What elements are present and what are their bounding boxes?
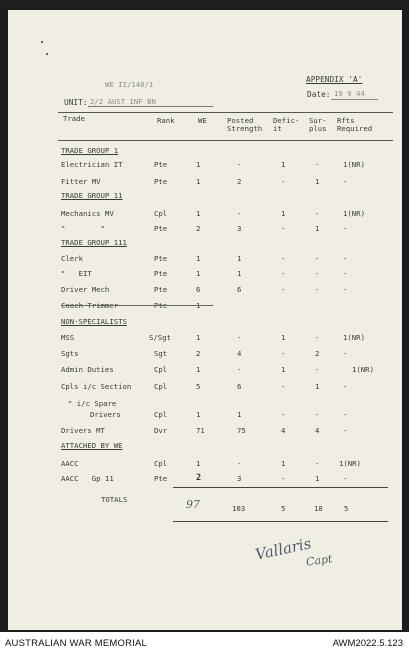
- cell-posted: -: [237, 459, 242, 468]
- signature-rank: Capt: [305, 552, 334, 569]
- cell-posted: -: [237, 333, 242, 342]
- cell-surplus: 1: [315, 177, 320, 186]
- cell-we: 1: [196, 410, 201, 419]
- cell-posted: 1: [237, 254, 242, 263]
- cell-posted: 1: [237, 269, 242, 278]
- cell-we: 1: [196, 254, 201, 263]
- group-title: TRADE GROUP 1: [61, 146, 119, 155]
- cell-trade: Mechanics MV: [61, 209, 114, 218]
- cell-rank: Cpl: [154, 410, 168, 419]
- cell-posted: -: [237, 209, 242, 218]
- cell-surplus: 2: [315, 349, 320, 358]
- group-title: NON-SPECIALISTS: [61, 317, 127, 326]
- cell-deficit: -: [281, 285, 286, 294]
- table-row: [8, 285, 402, 297]
- cell-rfts: -: [343, 410, 348, 419]
- cell-trade: " EIT: [61, 269, 92, 278]
- cell-posted: 3: [237, 474, 242, 483]
- punch-mark: [46, 53, 48, 55]
- cell-trade: AACC: [61, 459, 79, 468]
- cell-posted: -: [237, 365, 242, 374]
- table-row: [8, 474, 402, 486]
- cell-surplus: -: [315, 269, 320, 278]
- cell-deficit: -: [281, 410, 286, 419]
- table-row: [8, 254, 402, 266]
- column-rfts-required: Rfts Required: [337, 116, 373, 133]
- cell-surplus: -: [315, 365, 320, 374]
- table-row: [8, 365, 402, 377]
- header-rule-bottom: [58, 140, 393, 141]
- cell-deficit: -: [281, 254, 286, 263]
- archive-footer: [0, 632, 409, 653]
- cell-deficit: -: [281, 269, 286, 278]
- signature: Vallaris: [253, 534, 313, 564]
- cell-surplus: -: [315, 160, 320, 169]
- cell-we: 1: [196, 333, 201, 342]
- cell-trade: Electrician IT: [61, 160, 123, 169]
- cell-trade: Admin Duties: [61, 365, 114, 374]
- column-rank: Rank: [157, 116, 175, 125]
- cell-we: 1: [196, 177, 201, 186]
- cell-rank: Pte: [154, 254, 168, 263]
- cell-deficit: 1: [281, 365, 286, 374]
- table-row: [8, 269, 402, 281]
- group-title: ATTACHED BY WE: [61, 441, 123, 450]
- punch-mark: [41, 41, 43, 43]
- date-underline: [331, 99, 378, 100]
- cell-deficit: 1: [281, 333, 286, 342]
- cell-posted: 2: [237, 177, 242, 186]
- unit-label: UNIT:: [64, 98, 88, 107]
- table-row: [8, 398, 402, 422]
- cell-rfts: -: [343, 349, 348, 358]
- cell-surplus: -: [315, 333, 320, 342]
- cell-surplus: 1: [315, 382, 320, 391]
- cell-we: 2: [196, 224, 201, 233]
- cell-rfts: -: [343, 269, 348, 278]
- totals-rfts: 5: [344, 504, 349, 513]
- table-row: [8, 349, 402, 361]
- cell-deficit: 1: [281, 459, 286, 468]
- cell-rfts: -: [343, 285, 348, 294]
- column-surplus: Sur- plus: [309, 116, 327, 133]
- totals-rule-top: [173, 487, 388, 488]
- cell-we: 1: [196, 459, 201, 468]
- document-reference: WE II/140/1: [105, 80, 154, 89]
- cell-deficit: -: [281, 224, 286, 233]
- cell-surplus: 1: [315, 224, 320, 233]
- strike-line: [61, 305, 213, 306]
- date-value: 19 9 44: [334, 89, 365, 98]
- table-row: [8, 209, 402, 221]
- totals-posted: 103: [232, 504, 246, 513]
- cell-rank: Pte: [154, 224, 168, 233]
- cell-deficit: -: [281, 474, 286, 483]
- cell-posted: 6: [237, 382, 242, 391]
- table-row-struck: [8, 301, 402, 313]
- column-posted-strength: Posted Strength: [227, 116, 263, 133]
- cell-we: 5: [196, 382, 201, 391]
- cell-trade: Driver Mech: [61, 285, 110, 294]
- cell-trade: AACC Gp 11: [61, 474, 114, 483]
- cell-trade: " i/c Spare Drivers: [68, 399, 121, 419]
- cell-we: 6: [196, 285, 201, 294]
- cell-trade: MSS: [61, 333, 75, 342]
- unit-value: 2/2 AUST INF BN: [90, 97, 156, 106]
- table-row: [8, 426, 402, 438]
- group-title: TRADE GROUP 11: [61, 191, 123, 200]
- totals-label: TOTALS: [101, 495, 128, 504]
- cell-rfts: 1(NR): [343, 160, 365, 169]
- column-deficit: Defic- it: [273, 116, 300, 133]
- cell-posted: 6: [237, 285, 242, 294]
- cell-we: 71: [196, 426, 205, 435]
- table-row: [8, 160, 402, 172]
- cell-deficit: -: [281, 349, 286, 358]
- table-row: [8, 177, 402, 189]
- cell-surplus: 4: [315, 426, 320, 435]
- cell-trade: Drivers MT: [61, 426, 105, 435]
- document-page: [8, 10, 402, 630]
- cell-rank: Pte: [154, 285, 168, 294]
- cell-deficit: -: [281, 177, 286, 186]
- cell-trade: Sgts: [61, 349, 79, 358]
- column-we: WE: [198, 116, 207, 125]
- cell-rank: S/Sgt: [149, 333, 171, 342]
- cell-we: 1: [196, 365, 201, 374]
- cell-trade: Fitter MV: [61, 177, 101, 186]
- cell-we: 2: [196, 349, 201, 358]
- cell-rfts: -: [343, 382, 348, 391]
- cell-we: 1: [196, 269, 201, 278]
- cell-we: 1: [196, 209, 201, 218]
- table-row: [8, 333, 402, 345]
- cell-rank: Cpl: [154, 365, 168, 374]
- totals-surplus: 18: [314, 504, 323, 513]
- table-row: [8, 382, 402, 394]
- cell-deficit: -: [281, 382, 286, 391]
- cell-posted: -: [237, 160, 242, 169]
- cell-rfts: -: [343, 254, 348, 263]
- cell-rfts: 1(NR): [352, 365, 374, 374]
- cell-posted: 1: [237, 410, 242, 419]
- cell-trade: Cpls i/c Section: [61, 382, 132, 391]
- cell-rank: Sgt: [154, 349, 168, 358]
- cell-rank: Cpl: [154, 459, 168, 468]
- cell-trade: " ": [61, 224, 105, 233]
- cell-surplus: 1: [315, 474, 320, 483]
- totals-deficit: 5: [281, 504, 286, 513]
- header-rule-top: [58, 112, 393, 113]
- cell-surplus: -: [315, 254, 320, 263]
- cell-trade: Clerk: [61, 254, 83, 263]
- cell-rank: Pte: [154, 177, 168, 186]
- cell-rank: Cpl: [154, 209, 168, 218]
- cell-rfts: -: [343, 474, 348, 483]
- cell-posted: 75: [237, 426, 246, 435]
- cell-deficit: 1: [281, 160, 286, 169]
- cell-posted: 4: [237, 349, 242, 358]
- table-row: [8, 459, 402, 471]
- cell-surplus: -: [315, 285, 320, 294]
- cell-we: 2: [196, 473, 202, 483]
- cell-rank: Pte: [154, 269, 168, 278]
- cell-we: 1: [196, 160, 201, 169]
- totals-rule-bottom: [173, 521, 388, 522]
- unit-underline: [88, 106, 213, 107]
- appendix-label: APPENDIX 'A': [306, 75, 363, 84]
- cell-rank: Dvr: [154, 426, 168, 435]
- cell-posted: 3: [237, 224, 242, 233]
- cell-rank: Pte: [154, 160, 168, 169]
- cell-rfts: 1(NR): [339, 459, 361, 468]
- cell-rfts: -: [343, 177, 348, 186]
- cell-surplus: -: [315, 410, 320, 419]
- cell-rank: Pte: [154, 474, 168, 483]
- cell-rfts: -: [343, 426, 348, 435]
- cell-rfts: 1(NR): [343, 333, 365, 342]
- archive-name: AUSTRALIAN WAR MEMORIAL: [5, 638, 148, 649]
- cell-surplus: -: [315, 459, 320, 468]
- archive-accession-number: AWM2022.5.123: [332, 638, 403, 649]
- column-trade: Trade: [63, 114, 85, 123]
- table-row: [8, 224, 402, 236]
- group-title: TRADE GROUP 111: [61, 238, 127, 247]
- cell-deficit: 1: [281, 209, 286, 218]
- cell-surplus: -: [315, 209, 320, 218]
- cell-rank: Cpl: [154, 382, 168, 391]
- cell-deficit: 4: [281, 426, 286, 435]
- date-label: Date:: [307, 90, 331, 99]
- totals-we: 97: [186, 498, 200, 511]
- cell-rfts: -: [343, 224, 348, 233]
- cell-rfts: 1(NR): [343, 209, 365, 218]
